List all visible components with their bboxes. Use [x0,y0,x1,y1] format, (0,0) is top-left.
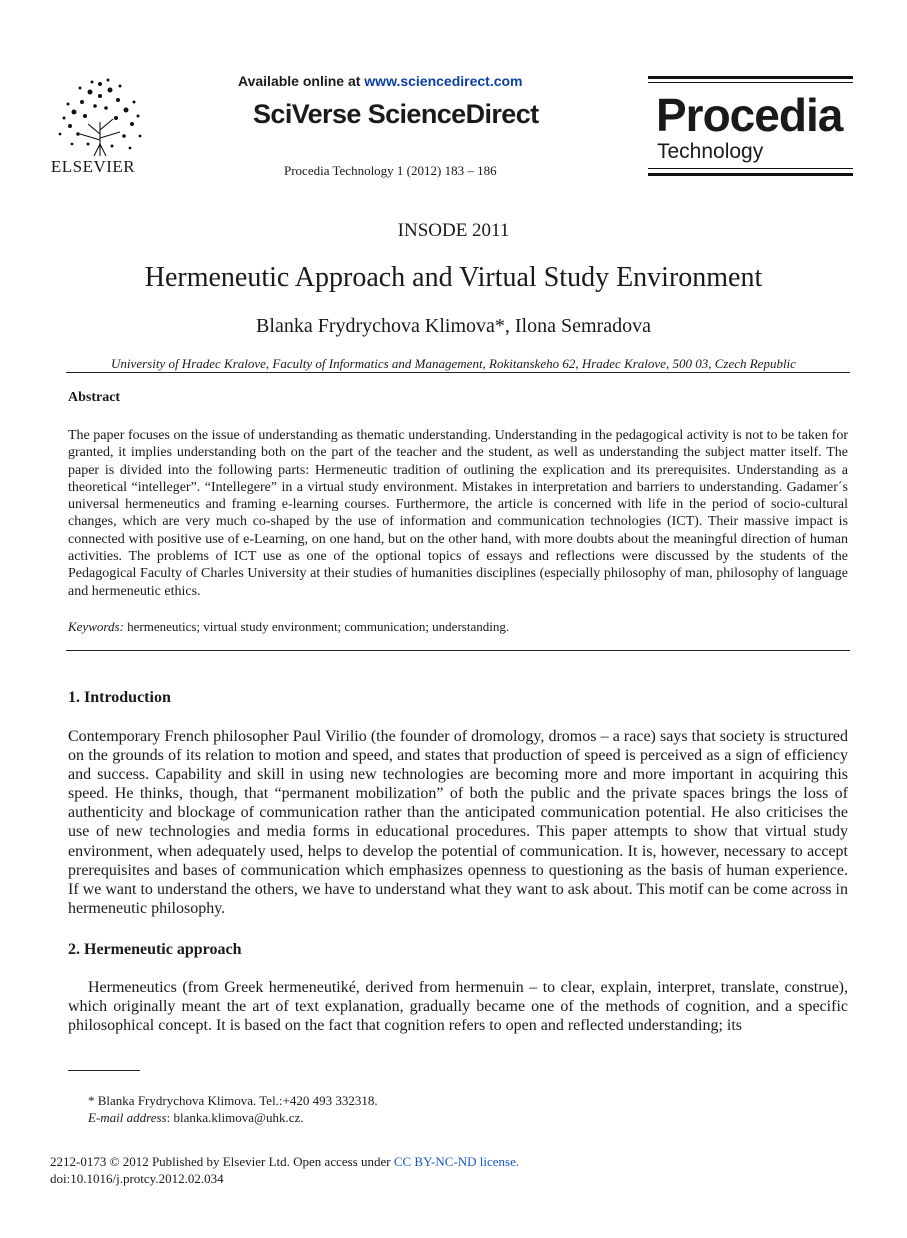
email-label: E-mail address [88,1110,167,1125]
section-body-hermeneutic: Hermeneutics (from Greek hermeneutiké, derived from hermenuin – to clear, explain, interpret, translate, construe), which originally meant the art of text explanation, gradually became one of the methods of cognition, and a specific philosophical concept. It is based on the fact that cognition refers to open and reflected understanding; its [68,979,848,1035]
journal-citation: Procedia Technology 1 (2012) 183 – 186 [284,163,497,178]
keywords-line [68,619,509,635]
keywords-label: Keywords: [68,619,124,634]
doi-line: doi:10.1016/j.protcy.2012.02.034 [50,1171,224,1186]
issn-copyright: 2212-0173 © 2012 Published by Elsevier Ltd. Open access under [50,1154,394,1169]
author-affiliation: University of Hradec Kralove, Faculty of Informatics and Management, Rokitanskeho 62, Hradec Kralove, 500 03, Czech Republic [111,356,796,371]
paper-authors: Blanka Frydrychova Klimova*, Ilona Semradova [256,315,651,337]
abstract-divider [66,650,850,651]
conference-name: INSODE 2011 [397,220,510,241]
publisher-wordmark: ELSEVIER [50,157,136,176]
journal-bottom-rule-thin [648,168,853,169]
email-value: : blanka.klimova@uhk.cz. [166,1110,304,1125]
abstract-body: The paper focuses on the issue of understanding as thematic understanding. Understanding in the pedagogical activity is not to be taken for granted, it implies understanding both on the part of the teacher and the student, as well as understanding the subject matter itself. The paper is divided into the following parts: Hermeneutic tradition of outlining the explication and its prerequisites. Understanding as a theoretical “intelleger”. “Intellegere” in a virtual study environment. Mistakes in interpretation and barriers to understanding. Gadamer´s universal hermeneutics and framing e-learning courses. Furthermore, the article is concerned with life in the period of socio-cultural changes, which are very much co-shaped by the use of information and communication technologies (ICT). Their massive impact is connected with positive use of e-Learning, on one hand, but on the other hand, with more doubts about the meaningful direction of human activities. The problems of ICT use as one of the optional topics of essays and reflections were discussed by the students of the Pedagogical Faculty of Charles University at their studies of humanities disciplines (especially philosophy of man, philosophy of language and hermeneutic ethics. [68,428,848,599]
keywords-list: hermeneutics; virtual study environment; communication; understanding. [123,619,510,634]
footnote-email [88,1110,304,1126]
section-body-introduction: Contemporary French philosopher Paul Virilio (the founder of dromology, dromos – a race) says that society is structured on the grounds of its relation to motion and speed, and states that production of speed is perceived as a sign of efficiency and success. Capability and skill in using new technologies are becoming more and more important in acquiring this speed. He thinks, though, that “permanent mobilization” of both the public and the private spaces brings the loss of authenticity and blockage of communication rather than the anticipated communication potential. He also criticises the use of new technologies and media forms in educational procedures. This paper attempts to show that virtual study environment, when adequately used, helps to develop the potential of communication. It is, however, necessary to accept prerequisites and bases of communication which emphasizes openness to questioning as the basis of human experience. If we want to understand the others, we have to understand what they want to ask about. This motif can be come across in hermeneutic philosophy. [68,728,848,917]
availability-prefix: Available online at [238,73,365,89]
copyright-line [50,1154,519,1170]
sciencedirect-link[interactable]: www.sciencedirect.com [364,73,523,89]
affiliation-divider [66,372,850,373]
paper-title: Hermeneutic Approach and Virtual Study Environment [144,262,763,293]
section-heading-hermeneutic: 2. Hermeneutic approach [68,941,242,958]
journal-top-rule-thin [648,82,853,83]
availability-line [238,73,523,89]
journal-subtitle: Technology [657,140,764,163]
journal-bottom-rule-thick [648,173,853,176]
journal-top-rule-thick [648,76,853,79]
footnote-rule [68,1070,140,1071]
platform-wordmark: SciVerse ScienceDirect [253,99,539,129]
abstract-heading: Abstract [68,390,121,405]
journal-wordmark: Procedia [656,89,843,141]
section-heading-introduction: 1. Introduction [68,689,171,706]
footnote-author: * Blanka Frydrychova Klimova. Tel.:+420 493 332318. [88,1093,378,1108]
license-link[interactable]: CC BY-NC-ND license. [393,1154,520,1169]
